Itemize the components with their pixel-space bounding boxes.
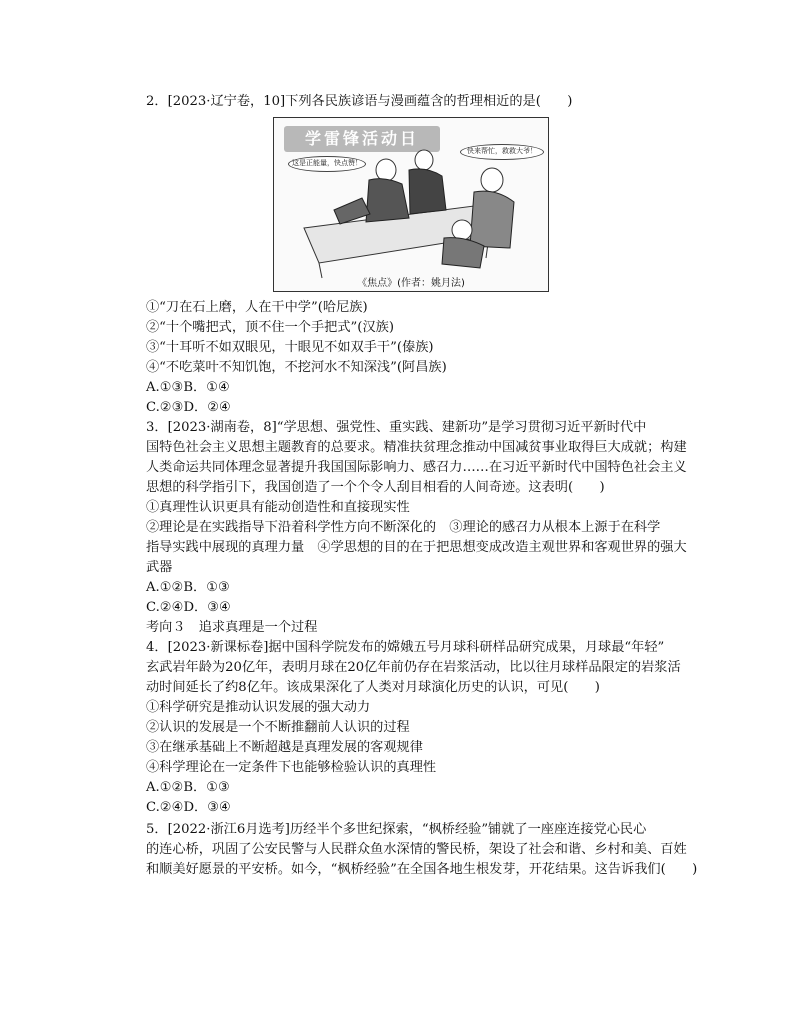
q4-line-1: 4．[2023·新课标卷]据中国科学院发布的嫦娥五号月球科研样品研究成果，月球最“年轻” (146, 640, 665, 655)
q5-line-3: 和顺美好愿景的平安桥。如今，“枫桥经验”在全国各地生根发芽，开花结果。这告诉我们( ) (146, 862, 698, 877)
q2-choice-cd: C.②③D．②④ (146, 400, 231, 415)
q3-line-2: 国特色社会主义思想主题教育的总要求。精准扶贫理念推动中国减贫事业取得巨大成就；构建 (146, 440, 687, 455)
q3-line-4: 思想的科学指引下，我国创造了一个个令人刮目相看的人间奇迹。这表明( ) (146, 480, 605, 495)
q2-item-4: ④“不吃菜叶不知饥饱，不挖河水不知深浅”(阿昌族) (146, 360, 447, 375)
q2-item-1: ①“刀在石上磨，人在干中学”(哈尼族) (146, 300, 368, 315)
q3-line-1: 3．[2023·湖南卷，8]“学思想、强党性、重实践、建新功”是学习贯彻习近平新时代中 (146, 420, 647, 435)
q3-item-1: ①真理性认识更具有能动创造性和直接现实性 (146, 500, 410, 515)
q3-line-3: 人类命运共同体理念显著提升我国国际影响力、感召力……在习近平新时代中国特色社会主义 (146, 460, 687, 475)
section-heading: 考向３ 追求真理是一个过程 (146, 620, 318, 635)
cartoon-bubble-left: 这是正能量，快点赞！ (288, 156, 366, 172)
q3-item-2-end: 武器 (146, 560, 173, 575)
q4-item-1: ①科学研究是推动认识发展的强大动力 (146, 700, 371, 715)
q5-line-1: 5．[2022·浙江6月选考]历经半个多世纪探索，“枫桥经验”铺就了一座座连接党心民心 (146, 822, 647, 837)
cartoon-bubble-right: 快来帮忙，救救大爷！ (460, 144, 544, 160)
cartoon-image (273, 117, 549, 292)
q4-choice-cd: C.②④D．③④ (146, 800, 231, 815)
q2-item-3: ③“十耳听不如双眼见，十眼见不如双手干”(傣族) (146, 340, 434, 355)
q2-choice-ab: A.①③B．①④ (146, 380, 230, 395)
q4-choice-ab: A.①②B．①③ (146, 780, 230, 795)
q3-choice-ab: A.①②B．①③ (146, 580, 230, 595)
q3-choice-cd: C.②④D．③④ (146, 600, 231, 615)
q2-item-2: ②“十个嘴把式，顶不住一个手把式”(汉族) (146, 320, 394, 335)
q4-item-3: ③在继承基础上不断超越是真理发展的客观规律 (146, 740, 423, 755)
q3-item-2-cont: 指导实践中展现的真理力量 ④学思想的目的在于把思想变成改造主观世界和客观世界的强大 (146, 540, 687, 555)
cartoon-caption: 《焦点》(作者：姚月法) (357, 278, 465, 289)
q5-line-2: 的连心桥，巩固了公安民警与人民群众鱼水深情的警民桥，架设了社会和谐、乡村和美、百姓 (146, 842, 687, 857)
cartoon-drawing (274, 118, 550, 293)
q2-stem: 2．[2023·辽宁卷，10]下列各民族谚语与漫画蕴含的哲理相近的是( ) (146, 94, 573, 109)
q4-line-2: 玄武岩年龄为20亿年，表明月球在20亿年前仍存在岩浆活动，比以往月球样品限定的岩浆活 (146, 660, 681, 675)
q3-item-2: ②理论是在实践指导下沿着科学性方向不断深化的 ③理论的感召力从根本上源于在科学 (146, 520, 661, 535)
cartoon-banner: 学雷锋活动日 (284, 126, 440, 152)
q4-item-4: ④科学理论在一定条件下也能够检验认识的真理性 (146, 760, 437, 775)
q4-item-2: ②认识的发展是一个不断推翻前人认识的过程 (146, 720, 410, 735)
q4-line-3: 动时间延长了约8亿年。该成果深化了人类对月球演化历史的认识，可见( ) (146, 680, 600, 695)
